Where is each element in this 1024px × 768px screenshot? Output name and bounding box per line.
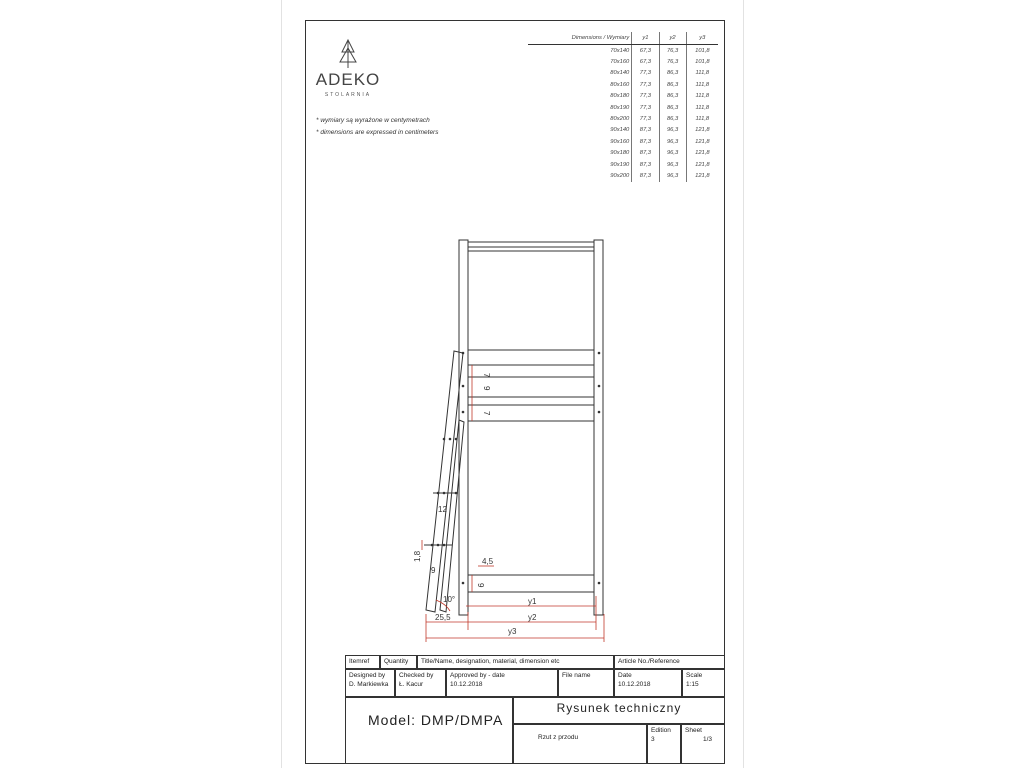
article-header: Article No./Reference	[614, 655, 725, 669]
size-cell: 80x200	[610, 116, 630, 123]
y3-cell: 111,8	[686, 91, 718, 102]
title-block	[345, 655, 725, 764]
date-label: Date	[618, 672, 632, 679]
scale-cell	[682, 669, 725, 697]
header-y1: y1	[632, 32, 659, 45]
size-cell: 90x160	[610, 138, 630, 145]
size-cell: 80x140	[610, 70, 630, 77]
label-25-5: 25,5	[435, 613, 451, 622]
y1-cell: 77,3	[632, 91, 659, 102]
edition-cell	[647, 724, 681, 764]
scale-label: Scale	[686, 672, 703, 679]
y3-cell: 121,8	[686, 136, 718, 147]
y1-cell: 87,3	[632, 148, 659, 159]
size-cell: 90x200	[610, 172, 630, 179]
y3-cell: 111,8	[686, 79, 718, 90]
y1-cell: 77,3	[632, 79, 659, 90]
y3-cell: 121,8	[686, 148, 718, 159]
label-y1: y1	[528, 597, 537, 606]
y3-cell: 121,8	[686, 159, 718, 170]
brand-name: ADEKO	[315, 70, 381, 89]
y1-cell: 87,3	[632, 159, 659, 170]
label-12: 12	[438, 505, 447, 514]
sheet-cell	[681, 724, 725, 764]
note-polish: * wymiary są wyrażone w centymetrach	[316, 117, 430, 124]
approved-date: 10.12.2018	[450, 681, 483, 688]
dimension-labels	[413, 373, 537, 636]
model-name: Model: DMP/DMPA	[345, 697, 513, 764]
quantity-header: Quantity	[380, 655, 417, 669]
y1-cell: 77,3	[632, 68, 659, 79]
y1-cell: 67,3	[632, 45, 659, 57]
sheet-label: Sheet	[685, 727, 702, 734]
size-cell: 80x160	[610, 81, 630, 88]
y3-cell: 101,8	[686, 45, 718, 57]
y2-cell: 86,3	[659, 91, 686, 102]
bottom-board	[468, 575, 594, 592]
designed-by-cell	[345, 669, 395, 697]
size-cell: 70x140	[610, 47, 630, 54]
file-name-cell	[558, 669, 614, 697]
top-rail	[468, 242, 594, 247]
y3-cell: 121,8	[686, 125, 718, 136]
edition-label: Edition	[651, 727, 671, 734]
y2-cell: 86,3	[659, 113, 686, 124]
checked-by-label: Checked by	[399, 672, 434, 679]
label-7b: 7	[482, 411, 491, 416]
board-1	[468, 350, 594, 365]
y2-cell: 96,3	[659, 170, 686, 181]
scale-value: 1:15	[686, 681, 699, 688]
y1-cell: 87,3	[632, 170, 659, 181]
label-7a: 7	[482, 373, 491, 378]
y1-cell: 77,3	[632, 102, 659, 113]
y2-cell: 96,3	[659, 148, 686, 159]
sheet-value: 1/3	[703, 736, 713, 743]
designed-by-label: Designed by	[349, 672, 386, 679]
file-name-label: File name	[562, 672, 591, 679]
y1-cell: 87,3	[632, 136, 659, 147]
y3-cell: 121,8	[686, 170, 718, 181]
y3-cell: 101,8	[686, 56, 718, 67]
label-y3: y3	[508, 627, 517, 636]
note-english: * dimensions are expressed in centimeters	[316, 129, 439, 136]
label-9a: 9	[482, 386, 491, 391]
y3-cell: 111,8	[686, 102, 718, 113]
y2-cell: 96,3	[659, 136, 686, 147]
size-cell: 90x140	[610, 127, 630, 134]
size-cell: 80x180	[610, 93, 630, 100]
y2-cell: 86,3	[659, 68, 686, 79]
label-9c: 9	[476, 583, 485, 588]
y2-cell: 96,3	[659, 125, 686, 136]
itemref-header: Itemref	[345, 655, 380, 669]
size-cell: 70x160	[610, 59, 630, 66]
brand-subtitle: STOLARNIA	[324, 92, 372, 98]
y1-cell: 87,3	[632, 125, 659, 136]
checker-name: Ł. Kacur	[399, 681, 424, 688]
right-post	[594, 240, 603, 615]
approved-by-label: Approved by - date	[450, 672, 505, 679]
size-cell: 80x190	[610, 104, 630, 111]
y3-cell: 111,8	[686, 113, 718, 124]
title-header: Title/Name, designation, material, dimension etc	[417, 655, 614, 669]
checked-by-cell	[395, 669, 446, 697]
size-cell: 90x190	[610, 161, 630, 168]
designer-name: D. Markiewka	[349, 681, 389, 688]
size-cell: 90x180	[610, 150, 630, 157]
label-angle: 10°	[443, 595, 456, 604]
y2-cell: 86,3	[659, 79, 686, 90]
header-y2: y2	[659, 32, 686, 45]
y2-cell: 86,3	[659, 102, 686, 113]
date-value: 10.12.2018	[618, 681, 651, 688]
label-y2: y2	[528, 613, 537, 622]
approved-cell	[446, 669, 558, 697]
y2-cell: 76,3	[659, 56, 686, 67]
date-cell	[614, 669, 682, 697]
drawing-title: Rysunek techniczny	[513, 697, 725, 724]
y2-cell: 96,3	[659, 159, 686, 170]
label-1-8: 1,8	[413, 550, 422, 562]
view-name: Rzut z przodu	[513, 724, 647, 764]
header-y3: y3	[686, 32, 718, 45]
y3-cell: 111,8	[686, 68, 718, 79]
y2-cell: 76,3	[659, 45, 686, 57]
bolt-dots	[431, 352, 601, 585]
y1-cell: 77,3	[632, 113, 659, 124]
header-dimensions: Dimensions / Wymiary	[528, 32, 632, 45]
label-4-5: 4,5	[482, 557, 494, 566]
edition-value: 3	[651, 736, 655, 743]
label-9b: 9	[431, 566, 436, 575]
y1-cell: 67,3	[632, 56, 659, 67]
bed-frame	[424, 240, 603, 615]
